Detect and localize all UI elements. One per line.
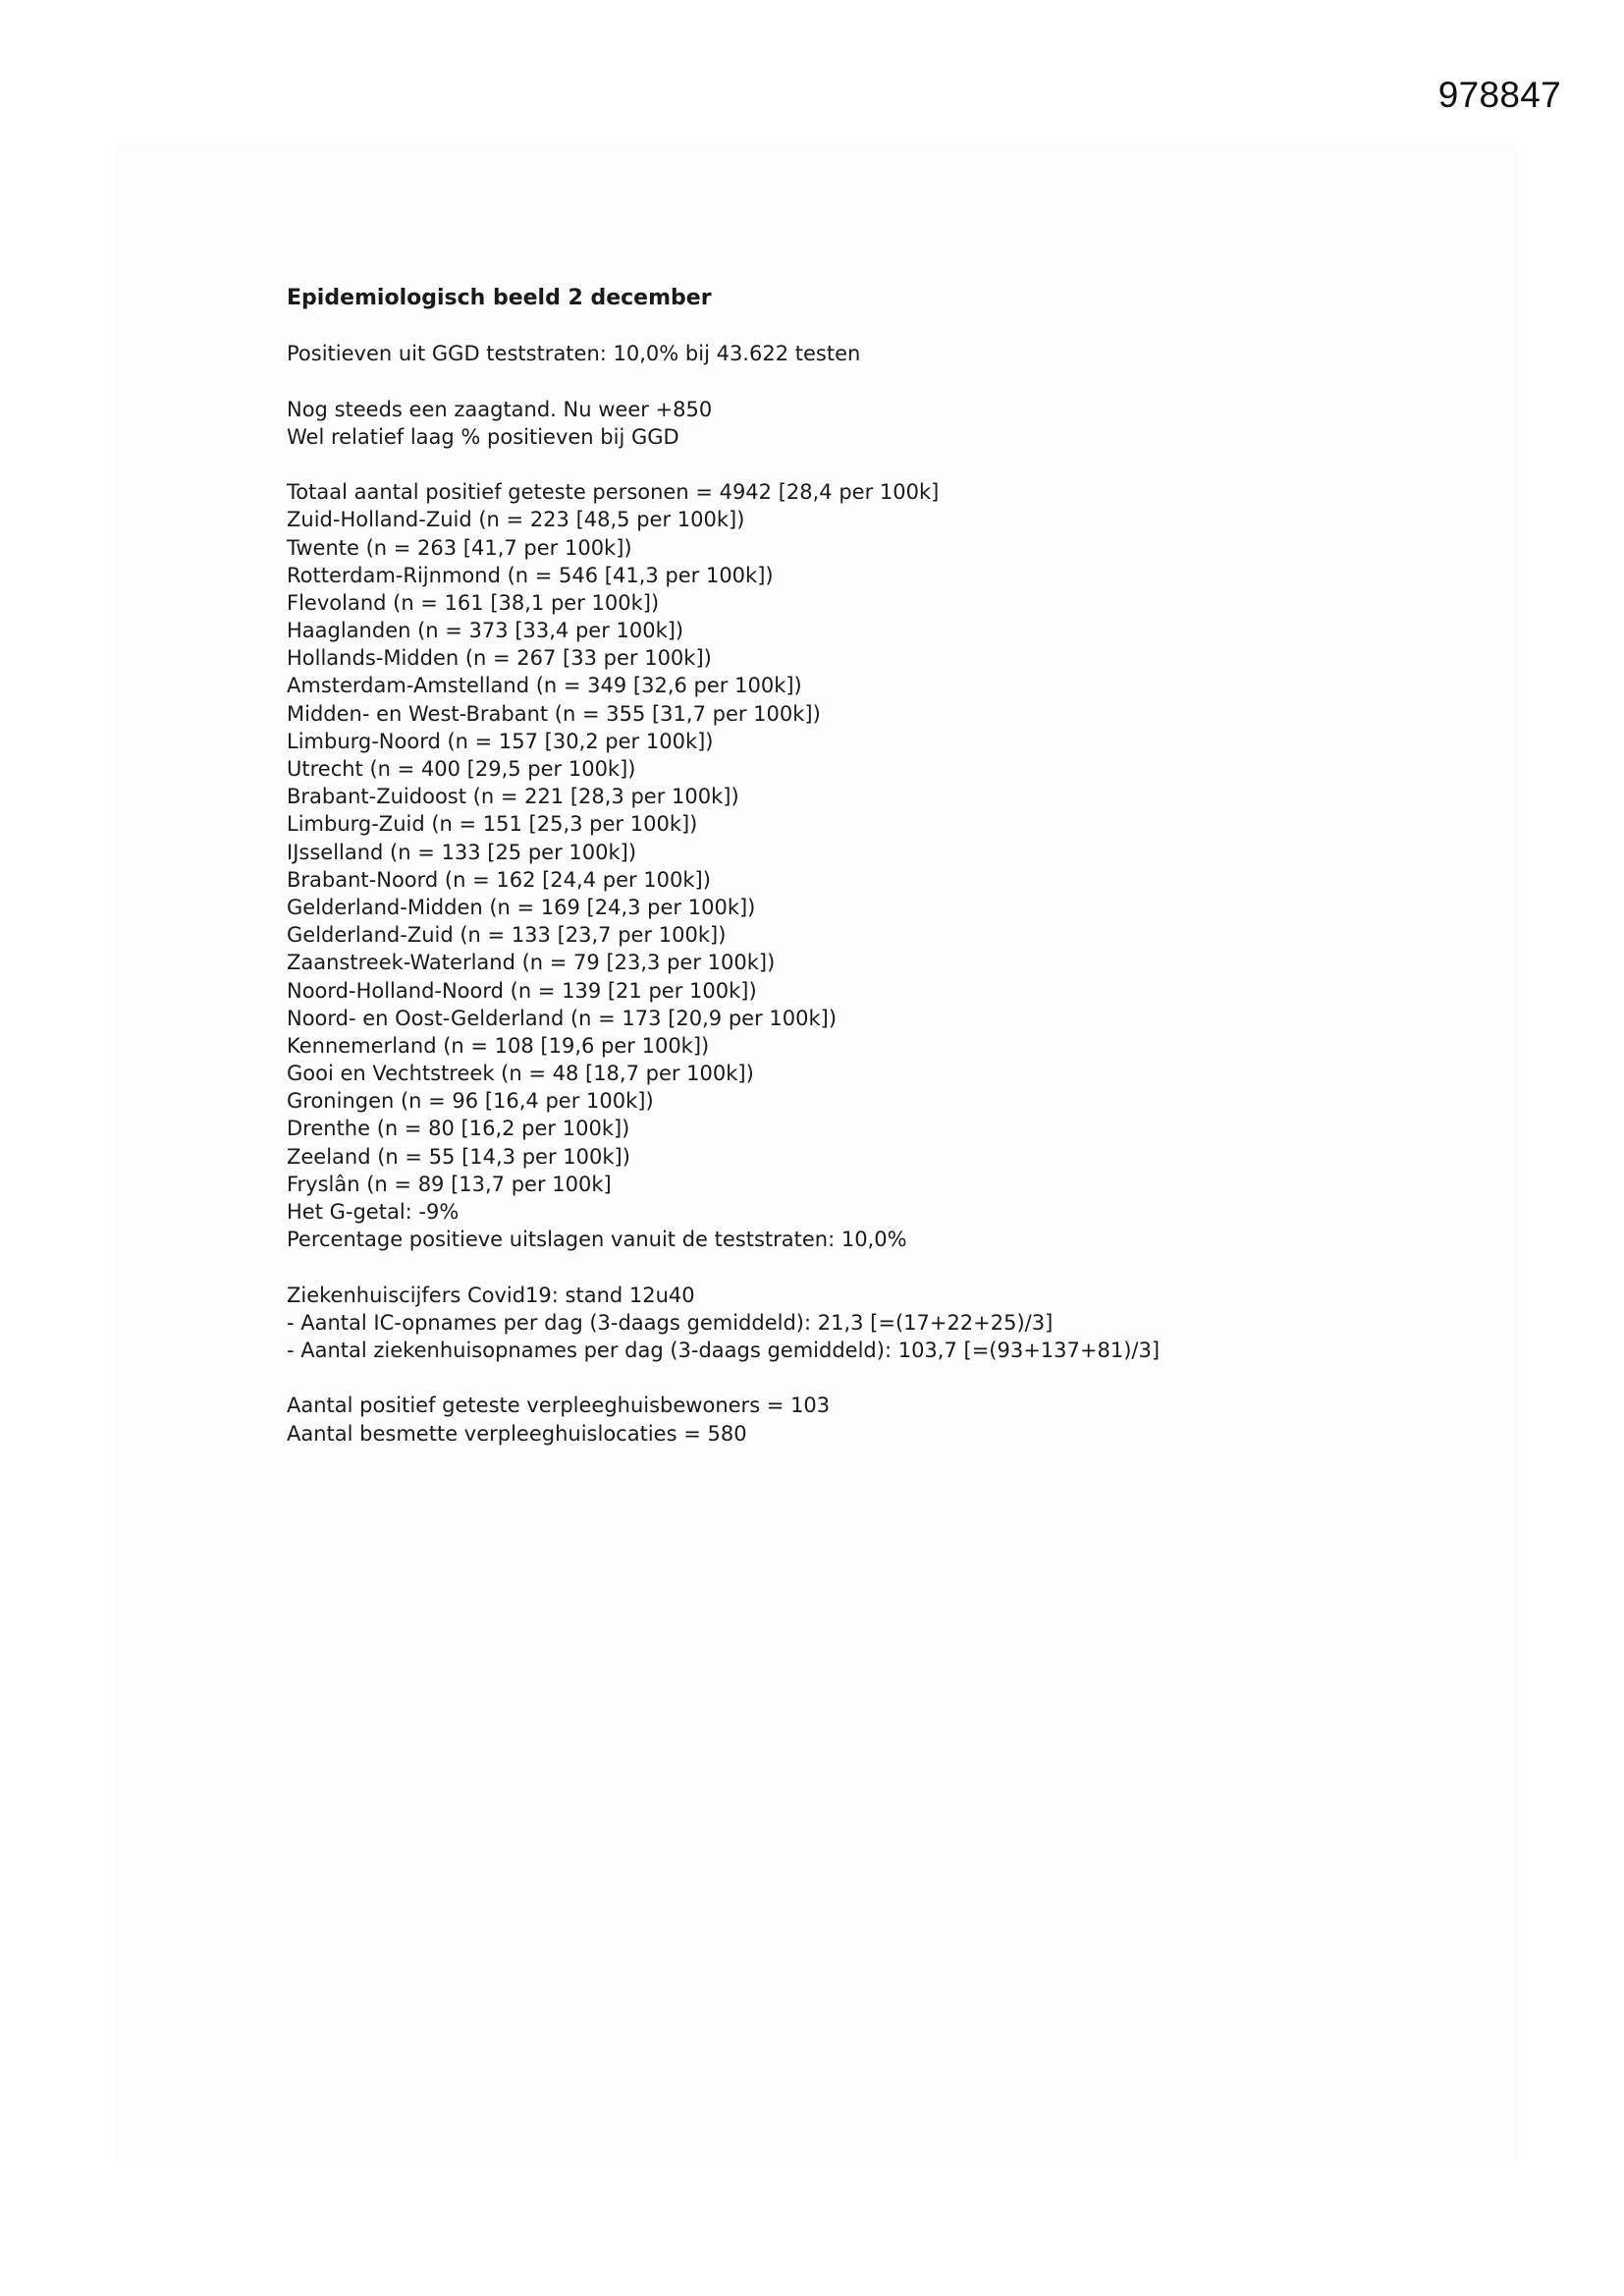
region-line: Twente (n = 263 [41,7 per 100k]) [287,535,632,560]
percentage-line: Percentage positieve uitslagen vanuit de teststraten: 10,0% [287,1228,907,1252]
total-line: Totaal aantal positief geteste personen = 4942 [28,4 per 100k] [287,480,940,505]
regions-block [287,478,1465,1253]
region-line: Gooi en Vechtstreek (n = 48 [18,7 per 100k]) [287,1062,754,1086]
region-line: Rotterdam-Rijnmond (n = 546 [41,3 per 100k]) [287,563,774,587]
g-getal-line: Het G-getal: -9% [287,1200,460,1225]
note-line: Wel relatief laag % positieven bij GGD [287,424,679,449]
region-line: Gelderland-Zuid (n = 133 [23,7 per 100k]) [287,923,727,948]
hospital-header: Ziekenhuiscijfers Covid19: stand 12u40 [287,1283,695,1307]
region-line: Midden- en West-Brabant (n = 355 [31,7 per 100k]) [287,701,821,726]
region-line: Limburg-Zuid (n = 151 [25,3 per 100k]) [287,812,698,837]
hospital-admissions-line: - Aantal ziekenhuisopnames per dag (3-daags gemiddeld): 103,7 [=(93+137+81)/3] [287,1338,1161,1362]
region-line: Noord- en Oost-Gelderland (n = 173 [20,9 per 100k]) [287,1006,838,1030]
region-line: Gelderland-Midden (n = 169 [24,3 per 100k]) [287,895,756,919]
region-line: Zaanstreek-Waterland (n = 79 [23,3 per 100k]) [287,951,776,975]
region-line: Kennemerland (n = 108 [19,6 per 100k]) [287,1033,710,1058]
region-line: Fryslân (n = 89 [13,7 per 100k] [287,1172,612,1196]
document-body [287,285,1465,1475]
region-line: Brabant-Zuidoost (n = 221 [28,3 per 100k]) [287,785,739,809]
notes-block [287,396,1465,451]
ic-admissions-line: - Aantal IC-opnames per dag (3-daags gemiddeld): 21,3 [=(17+22+25)/3] [287,1310,1054,1335]
nursing-residents-line: Aantal positief geteste verpleeghuisbewoners = 103 [287,1394,831,1418]
region-line: Groningen (n = 96 [16,4 per 100k]) [287,1089,654,1114]
region-line: Utrecht (n = 400 [29,5 per 100k]) [287,757,636,782]
ggd-summary [287,340,1465,367]
nursing-locations-line: Aantal besmette verpleeghuislocaties = 580 [287,1421,747,1446]
region-line: Drenthe (n = 80 [16,2 per 100k]) [287,1117,630,1141]
nursing-block [287,1392,1465,1447]
document-number: 978847 [1437,75,1561,115]
region-line: Brabant-Noord (n = 162 [24,4 per 100k]) [287,867,711,892]
ggd-line: Positieven uit GGD teststraten: 10,0% bij 43.622 testen [287,342,861,366]
region-line: Hollands-Midden (n = 267 [33 per 100k]) [287,646,712,671]
region-line: Noord-Holland-Noord (n = 139 [21 per 100k]) [287,978,757,1003]
document-title: Epidemiologisch beeld 2 december [287,286,712,310]
region-line: Zuid-Holland-Zuid (n = 223 [48,5 per 100k]) [287,508,745,532]
hospital-block [287,1282,1465,1365]
region-line: IJsselland (n = 133 [25 per 100k]) [287,840,637,864]
note-line: Nog steeds een zaagtand. Nu weer +850 [287,397,713,421]
region-line: Amsterdam-Amstelland (n = 349 [32,6 per 100k]) [287,674,802,698]
region-line: Haaglanden (n = 373 [33,4 per 100k]) [287,619,684,643]
region-line: Zeeland (n = 55 [14,3 per 100k]) [287,1144,630,1169]
region-line: Limburg-Noord (n = 157 [30,2 per 100k]) [287,729,714,753]
region-line: Flevoland (n = 161 [38,1 per 100k]) [287,590,660,615]
